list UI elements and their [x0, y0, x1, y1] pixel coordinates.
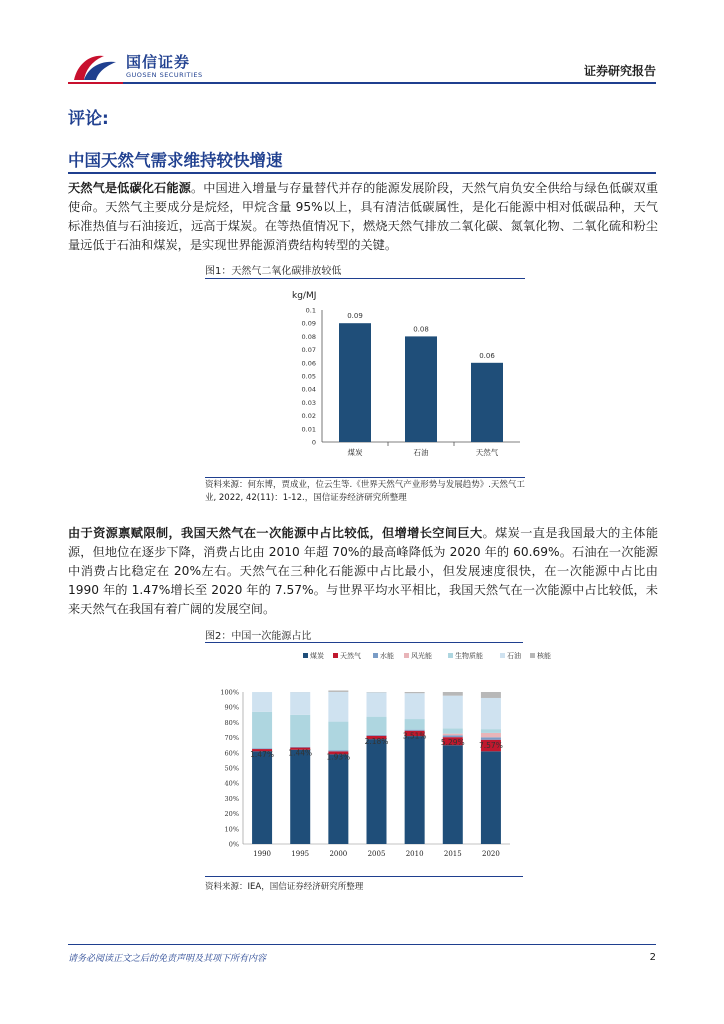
- section-heading: 评论:: [68, 109, 109, 129]
- chart2-x-tick-label: 2000: [329, 850, 348, 858]
- chart2-bar-segment: [443, 692, 463, 696]
- chart2-data-label: 1.44%: [288, 748, 313, 758]
- paragraph-low-carbon: [68, 179, 658, 255]
- chart1-y-tick-label: 0.1: [305, 306, 316, 315]
- chart2-y-tick-label: 10%: [224, 825, 239, 834]
- footer-rule: [68, 944, 656, 945]
- chart1-y-tick-label: 0.08: [301, 332, 316, 341]
- chart2-x-tick-label: 1990: [253, 850, 271, 858]
- chart2-y-tick-label: 30%: [224, 794, 239, 803]
- chart1-bar: [405, 336, 437, 442]
- figure1-top-rule: [205, 278, 525, 279]
- chart1-y-unit: kg/MJ: [292, 291, 317, 301]
- chart2-legend-label: 生物质能: [455, 652, 483, 660]
- footer-disclaimer: 请务必阅读正文之后的免责声明及其项下所有内容: [68, 954, 267, 964]
- chart2-x-tick-label: 1995: [291, 850, 310, 858]
- chart2-bar-segment: [364, 736, 389, 844]
- chart2-bar-segment: [481, 737, 501, 739]
- chart2-legend-label: 石油: [507, 652, 521, 660]
- figure2-bottom-rule: [205, 876, 523, 877]
- paragraph-lead: 天然气是低碳化石能源: [68, 181, 191, 195]
- chart2-legend-label: 煤炭: [310, 652, 324, 660]
- paragraph-body: 。煤炭一直是我国最大的主体能源，但地位在逐步下降，消费占比由 2010 年超 70%的最高峰降低为 2020 年的 60.69%。石油在一次能源中消费占比稳定在 20%左右。天然气在三种化石能源中占比最小，但发展速度很快，在一次能源中占比由 1990 年的 1.47%增长至 2020 年的 7.57%。与世界平均水平相比，我国天然气在一次能源中占比较低，未来天然气在我国有着广阔的发展空间。: [68, 526, 659, 616]
- chart1-y-tick-label: 0: [311, 438, 316, 447]
- figure1-title: 图1：天然气二氧化碳排放较低: [205, 266, 342, 277]
- chart2-bar-segment: [328, 750, 348, 751]
- co2-emission-chart: [290, 282, 530, 472]
- chart2-bar-segment: [481, 692, 501, 698]
- chart2-bar-segment: [405, 730, 425, 731]
- chart2-bar-segment: [290, 715, 310, 747]
- chart1-data-label: 0.08: [413, 325, 429, 334]
- chart2-y-tick-label: 90%: [224, 703, 239, 712]
- chart2-bar-segment: [405, 736, 425, 844]
- figure2-title: 图2：中国一次能源占比: [205, 631, 312, 642]
- guosen-logo-icon: [70, 50, 120, 84]
- chart2-legend-label: 水能: [380, 652, 394, 660]
- chart1-y-tick-label: 0.03: [301, 398, 316, 407]
- logo-english-name: GUOSEN SECURITIES: [126, 71, 203, 79]
- sub-heading-rule: [68, 172, 656, 174]
- chart2-bar-segment: [326, 752, 351, 844]
- chart2-bar-segment: [443, 745, 463, 844]
- paragraph-energy-share: [68, 524, 658, 619]
- chart2-legend-label: 风光能: [411, 652, 432, 660]
- chart2-x-tick-label: 2015: [443, 850, 462, 858]
- chart2-bar-segment: [328, 690, 348, 691]
- chart1-bar: [471, 363, 503, 442]
- paragraph-lead: 由于资源禀赋限制，我国天然气在一次能源中占比较低，但增增长空间巨大: [68, 526, 483, 540]
- chart2-y-tick-label: 70%: [224, 734, 239, 743]
- chart2-y-tick-label: 60%: [224, 749, 239, 758]
- chart2-bar-segment: [443, 696, 463, 729]
- chart2-legend-swatch: [530, 653, 535, 658]
- chart2-y-tick-label: 0%: [228, 840, 239, 849]
- chart2-bar-segment: [443, 735, 463, 737]
- energy-share-chart: [205, 644, 551, 874]
- logo-chinese-name: 国信证券: [126, 53, 191, 71]
- chart2-bar-segment: [290, 692, 310, 715]
- figure2-top-rule: [205, 642, 523, 643]
- chart2-data-label: 7.57%: [479, 740, 503, 750]
- chart2-bar-segment: [405, 692, 425, 693]
- chart2-y-tick-label: 40%: [224, 779, 239, 788]
- chart2-bar-segment: [481, 729, 501, 733]
- chart2-bar-segment: [367, 735, 387, 736]
- chart2-x-tick-label: 2020: [482, 850, 500, 858]
- header-rule-accent: [68, 82, 123, 84]
- chart1-x-tick-label: 石油: [413, 448, 429, 457]
- chart2-data-label: 2.18%: [364, 736, 389, 746]
- chart2-legend-swatch: [404, 653, 409, 658]
- chart1-y-tick-label: 0.06: [301, 359, 316, 368]
- chart2-legend-swatch: [303, 653, 308, 658]
- figure1-source: 资料来源：何东博，贾成业，位云生等.《世界天然气产业形势与发展趋势》.天然气工业, 2022, 42(11)：1-12.，国信证券经济研究所整理: [205, 480, 525, 503]
- chart2-bar-segment: [367, 717, 387, 735]
- chart1-bar: [339, 323, 371, 442]
- chart1-y-tick-label: 0.07: [301, 346, 316, 355]
- figure2-source: 资料来源：IEA，国信证券经济研究所整理: [205, 882, 364, 892]
- chart1-y-tick-label: 0.09: [301, 319, 316, 328]
- chart2-bar-segment: [405, 719, 425, 730]
- chart2-legend-swatch: [333, 653, 338, 658]
- chart2-legend-swatch: [373, 653, 378, 658]
- chart2-y-tick-label: 80%: [224, 718, 239, 727]
- chart2-data-label: 1.93%: [326, 752, 351, 762]
- chart2-bar-segment: [481, 733, 501, 737]
- chart2-legend-label: 核能: [537, 652, 551, 660]
- chart2-bar-segment: [252, 748, 272, 749]
- chart2-bar-segment: [328, 692, 348, 722]
- chart2-bar-segment: [405, 693, 425, 719]
- page-number: 2: [649, 952, 656, 963]
- chart2-y-tick-label: 50%: [224, 764, 239, 773]
- chart2-bar-segment: [252, 712, 272, 748]
- chart1-y-tick-label: 0.04: [301, 385, 316, 394]
- chart2-bar-segment: [481, 698, 501, 729]
- chart2-bar-segment: [367, 692, 387, 716]
- sub-heading: 中国天然气需求维持较快增速: [68, 151, 283, 170]
- chart2-bar-segment: [290, 747, 310, 748]
- chart2-bar-segment: [328, 722, 348, 751]
- chart2-x-tick-label: 2005: [367, 850, 386, 858]
- chart2-bar-segment: [481, 751, 501, 844]
- chart2-y-tick-label: 100%: [220, 688, 239, 697]
- chart2-bar-segment: [443, 734, 463, 736]
- chart2-data-label: 1.47%: [250, 750, 274, 760]
- chart1-data-label: 0.09: [347, 312, 363, 321]
- chart2-bar-segment: [288, 748, 313, 844]
- header-rule: [68, 82, 656, 84]
- chart1-y-tick-label: 0.01: [301, 425, 316, 434]
- figure1-bottom-rule: [205, 477, 525, 478]
- chart2-bar-segment: [252, 692, 272, 712]
- chart2-bar-segment: [443, 728, 463, 733]
- chart2-data-label: 3.51%: [402, 731, 427, 741]
- chart2-bar-segment: [252, 751, 272, 844]
- chart2-legend-swatch: [500, 653, 505, 658]
- chart1-x-tick-label: 煤炭: [347, 448, 363, 457]
- chart1-y-tick-label: 0.02: [301, 412, 316, 421]
- chart1-x-tick-label: 天然气: [475, 448, 499, 457]
- chart2-x-tick-label: 2010: [405, 850, 424, 858]
- chart2-y-tick-label: 20%: [224, 810, 239, 819]
- chart1-y-tick-label: 0.05: [301, 372, 316, 381]
- report-type-label: 证券研究报告: [583, 64, 656, 78]
- chart2-legend-label: 天然气: [340, 652, 361, 660]
- chart1-data-label: 0.06: [479, 351, 495, 360]
- paragraph-body: 。中国进入增量与存量替代并存的能源发展阶段，天然气肩负安全供给与绿色低碳双重使命。天然气主要成分是烷烃，甲烷含量 95%以上，具有清洁低碳属性，是化石能源中相对低碳品种，天气标准热值与石油接近，远高于煤炭。在等热值情况下，燃烧天然气排放二氧化碳、氮氧化物、二氧化硫和粉尘量远低于石油和煤炭，是实现世界能源消费结构转型的关键。: [68, 181, 659, 252]
- chart2-legend-swatch: [448, 653, 453, 658]
- chart2-data-label: 5.29%: [440, 738, 465, 748]
